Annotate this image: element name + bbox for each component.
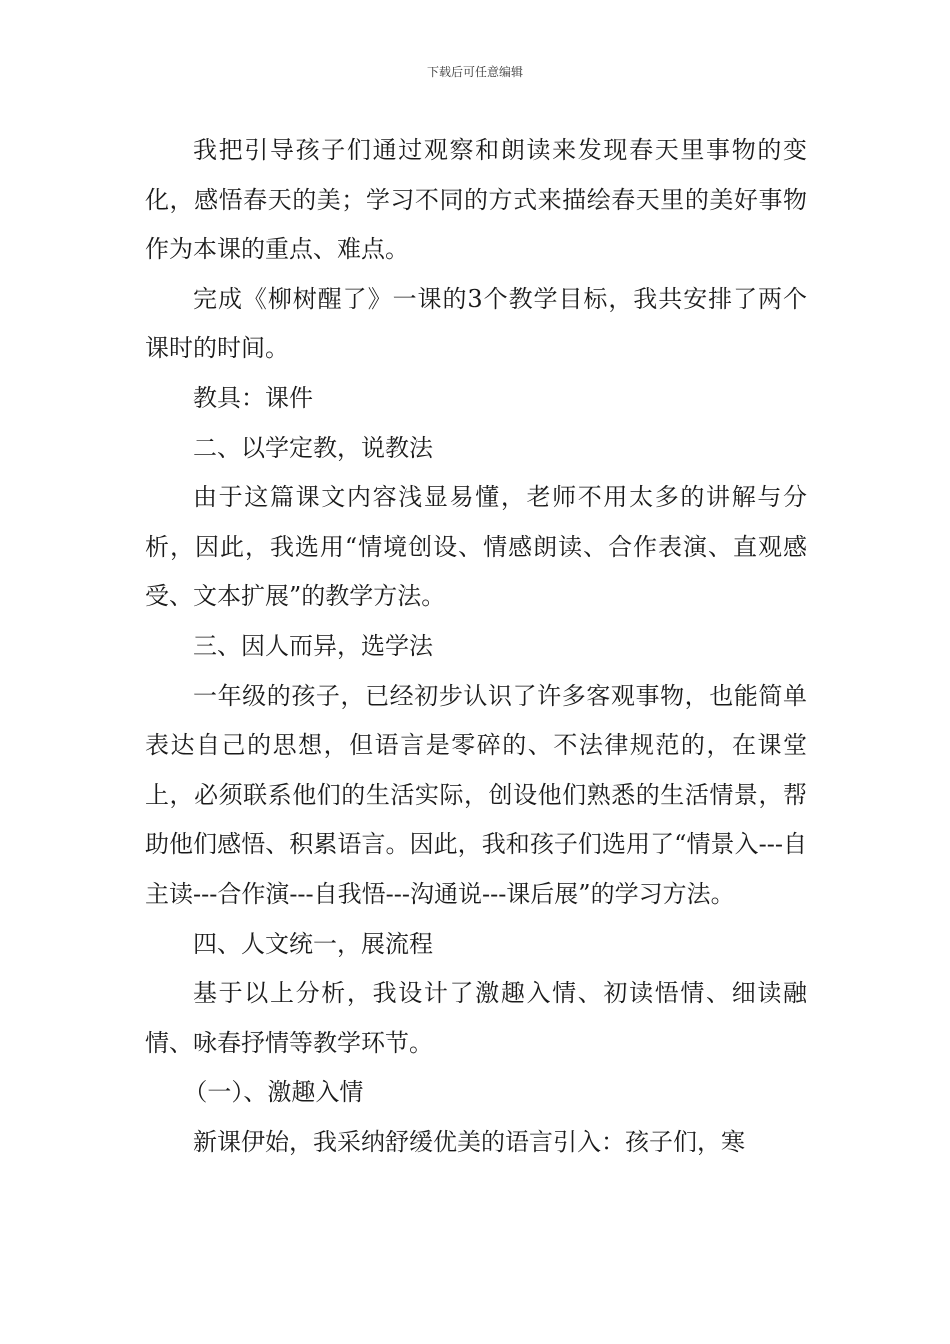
paragraph-key-points: 我把引导孩子们通过观察和朗读来发现春天里事物的变化，感悟春天的美；学习不同的方式来描绘春天里的美好事物作为本课的重点、难点。 [145,136,807,264]
paragraph-introduction: 新课伊始，我采纳舒缓优美的语言引入：孩子们，寒 [193,1127,745,1156]
section-heading-teaching-method: 二、以学定教，说教法 [193,433,433,462]
paragraph-teaching-aids: 教具：课件 [193,383,313,412]
paragraph-lesson-time: 完成《柳树醒了》一课的3个教学目标，我共安排了两个课时的时间。 [145,284,807,363]
paragraph-learning-method: 一年级的孩子，已经初步认识了许多客观事物，也能简单表达自己的思想，但语言是零碎的、不法律规范的，在课堂上，必须联系他们的生活实际，创设他们熟悉的生活情景，帮助他们感悟、积累语言。因此，我和孩子们选用了“情景入---自主读---合作演---自我悟---沟通说---课后展”的学习方法。 [145,681,807,908]
section-heading-learning-method: 三、因人而异，选学法 [193,631,433,660]
page-header: 下载后可任意编辑 [426,65,523,79]
document-body [145,126,807,1167]
sub-heading-stimulate-interest: （一）、激趣入情 [183,1078,364,1107]
paragraph-teaching-method: 由于这篇课文内容浅显易懂，老师不用太多的讲解与分析，因此，我选用“情境创设、情感朗读、合作表演、直观感受、文本扩展”的教学方法。 [145,483,807,611]
paragraph-process: 基于以上分析，我设计了激趣入情、初读悟情、细读融情、咏春抒情等教学环节。 [145,979,807,1057]
section-heading-process: 四、人文统一，展流程 [193,929,433,958]
